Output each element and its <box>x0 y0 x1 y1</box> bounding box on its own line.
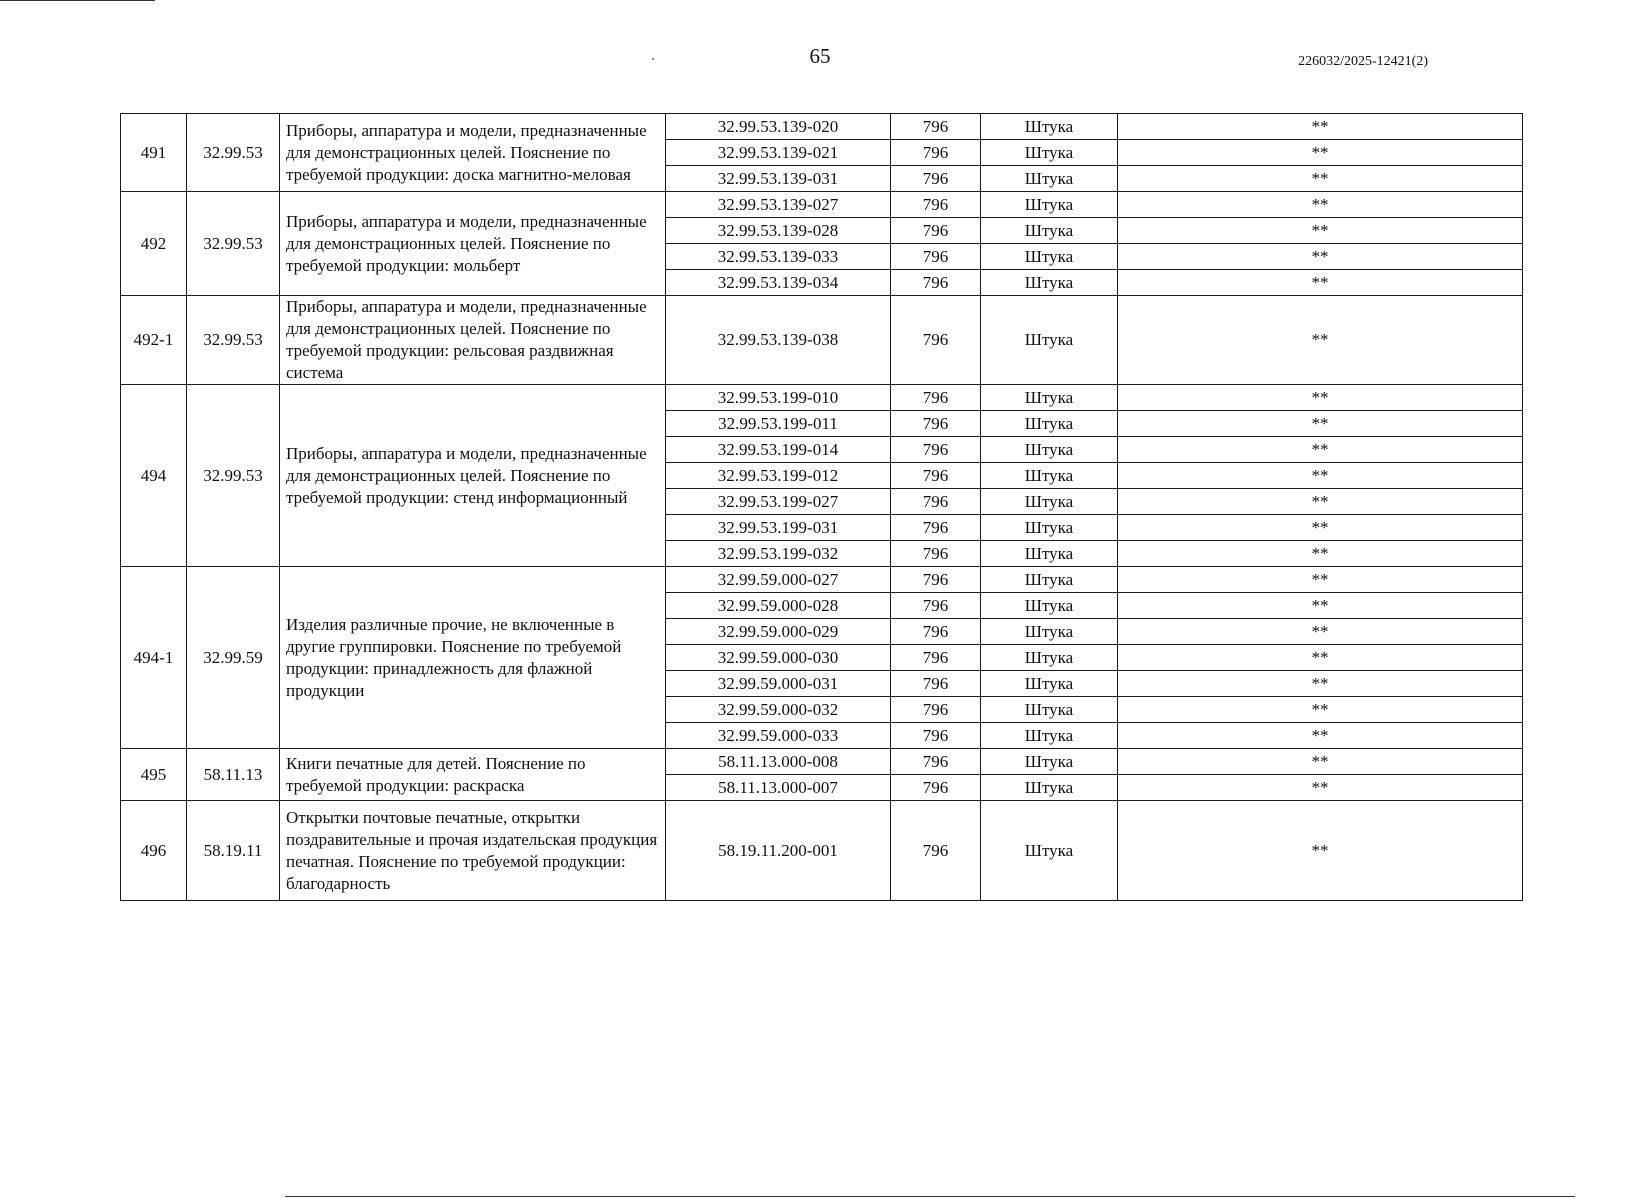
okei-code: 796 <box>891 140 981 166</box>
okei-code: 796 <box>891 166 981 192</box>
ktru-code: 32.99.59.000-033 <box>666 723 891 749</box>
unit-name: Штука <box>981 619 1118 645</box>
ktru-code: 32.99.53.139-021 <box>666 140 891 166</box>
note-cell: ** <box>1118 296 1523 385</box>
okei-code: 796 <box>891 723 981 749</box>
ktru-code: 32.99.59.000-028 <box>666 593 891 619</box>
note-cell: ** <box>1118 218 1523 244</box>
product-description: Открытки почтовые печатные, открытки поздравительные и прочая издательская продукция печатная. Пояснение по требуемой продукции: благодарность <box>280 801 666 901</box>
ktru-code: 32.99.59.000-030 <box>666 645 891 671</box>
okei-code: 796 <box>891 593 981 619</box>
note-cell: ** <box>1118 114 1523 140</box>
unit-name: Штука <box>981 515 1118 541</box>
note-cell: ** <box>1118 801 1523 901</box>
note-cell: ** <box>1118 140 1523 166</box>
unit-name: Штука <box>981 723 1118 749</box>
ktru-code: 32.99.53.139-027 <box>666 192 891 218</box>
okei-code: 796 <box>891 296 981 385</box>
note-cell: ** <box>1118 749 1523 775</box>
ktru-code: 32.99.59.000-027 <box>666 567 891 593</box>
page-number: 65 <box>809 44 831 68</box>
unit-name: Штука <box>981 671 1118 697</box>
okpd-code: 32.99.53 <box>187 296 280 385</box>
okei-code: 796 <box>891 270 981 296</box>
ktru-code: 32.99.53.199-011 <box>666 411 891 437</box>
row-number: 496 <box>121 801 187 901</box>
note-cell: ** <box>1118 671 1523 697</box>
table-row <box>121 567 1523 593</box>
okei-code: 796 <box>891 114 981 140</box>
okei-code: 796 <box>891 801 981 901</box>
product-description: Книги печатные для детей. Пояснение по требуемой продукции: раскраска <box>280 749 666 801</box>
ktru-code: 32.99.53.139-020 <box>666 114 891 140</box>
note-cell: ** <box>1118 385 1523 411</box>
unit-name: Штука <box>981 749 1118 775</box>
ktru-code: 32.99.59.000-029 <box>666 619 891 645</box>
unit-name: Штука <box>981 385 1118 411</box>
table-row <box>121 192 1523 218</box>
ktru-code: 32.99.59.000-031 <box>666 671 891 697</box>
okei-code: 796 <box>891 437 981 463</box>
okpd-code: 58.11.13 <box>187 749 280 801</box>
unit-name: Штука <box>981 697 1118 723</box>
product-description: Изделия различные прочие, не включенные в другие группировки. Пояснение по требуемой продукции: принадлежность для флажной продукции <box>280 567 666 749</box>
okei-code: 796 <box>891 749 981 775</box>
okei-code: 796 <box>891 411 981 437</box>
row-number: 495 <box>121 749 187 801</box>
unit-name: Штука <box>981 411 1118 437</box>
unit-name: Штука <box>981 541 1118 567</box>
document-number: 226032/2025-12421(2) <box>1298 54 1428 69</box>
unit-name: Штука <box>981 270 1118 296</box>
ktru-code: 32.99.53.139-034 <box>666 270 891 296</box>
ktru-code: 32.99.53.139-028 <box>666 218 891 244</box>
row-number: 494 <box>121 385 187 567</box>
okei-code: 796 <box>891 619 981 645</box>
ktru-code: 32.99.53.139-038 <box>666 296 891 385</box>
row-number: 491 <box>121 114 187 192</box>
okei-code: 796 <box>891 775 981 801</box>
note-cell: ** <box>1118 515 1523 541</box>
table-row <box>121 114 1523 140</box>
unit-name: Штука <box>981 114 1118 140</box>
note-cell: ** <box>1118 697 1523 723</box>
ktru-code: 32.99.53.199-032 <box>666 541 891 567</box>
okpd-code: 32.99.53 <box>187 385 280 567</box>
unit-name: Штука <box>981 775 1118 801</box>
ktru-code: 58.19.11.200-001 <box>666 801 891 901</box>
okei-code: 796 <box>891 385 981 411</box>
note-cell: ** <box>1118 775 1523 801</box>
unit-name: Штука <box>981 437 1118 463</box>
note-cell: ** <box>1118 593 1523 619</box>
corner-mark <box>0 0 155 1</box>
note-cell: ** <box>1118 437 1523 463</box>
ktru-code: 32.99.53.199-027 <box>666 489 891 515</box>
unit-name: Штука <box>981 801 1118 901</box>
okei-code: 796 <box>891 192 981 218</box>
unit-name: Штука <box>981 567 1118 593</box>
note-cell: ** <box>1118 463 1523 489</box>
table-row <box>121 749 1523 775</box>
product-description: Приборы, аппаратура и модели, предназначенные для демонстрационных целей. Пояснение по требуемой продукции: мольберт <box>280 192 666 296</box>
note-cell: ** <box>1118 270 1523 296</box>
okpd-code: 32.99.59 <box>187 567 280 749</box>
okei-code: 796 <box>891 489 981 515</box>
okei-code: 796 <box>891 697 981 723</box>
ktru-code: 32.99.53.139-031 <box>666 166 891 192</box>
table-row <box>121 296 1523 385</box>
product-description: Приборы, аппаратура и модели, предназначенные для демонстрационных целей. Пояснение по требуемой продукции: рельсовая раздвижная система <box>280 296 666 385</box>
ktru-code: 32.99.53.199-010 <box>666 385 891 411</box>
note-cell: ** <box>1118 244 1523 270</box>
okei-code: 796 <box>891 244 981 270</box>
table-row <box>121 801 1523 901</box>
ktru-code: 58.11.13.000-008 <box>666 749 891 775</box>
okei-code: 796 <box>891 463 981 489</box>
unit-name: Штука <box>981 140 1118 166</box>
row-number: 492 <box>121 192 187 296</box>
okei-code: 796 <box>891 567 981 593</box>
okei-code: 796 <box>891 671 981 697</box>
note-cell: ** <box>1118 567 1523 593</box>
okei-code: 796 <box>891 515 981 541</box>
products-table <box>120 113 1523 901</box>
note-cell: ** <box>1118 489 1523 515</box>
row-number: 494-1 <box>121 567 187 749</box>
bottom-rule <box>285 1196 1575 1197</box>
okpd-code: 58.19.11 <box>187 801 280 901</box>
ktru-code: 32.99.53.199-031 <box>666 515 891 541</box>
note-cell: ** <box>1118 645 1523 671</box>
ktru-code: 32.99.53.199-014 <box>666 437 891 463</box>
table-row <box>121 385 1523 411</box>
ktru-code: 58.11.13.000-007 <box>666 775 891 801</box>
product-description: Приборы, аппаратура и модели, предназначенные для демонстрационных целей. Пояснение по требуемой продукции: стенд информационный <box>280 385 666 567</box>
row-number: 492-1 <box>121 296 187 385</box>
okei-code: 796 <box>891 218 981 244</box>
note-cell: ** <box>1118 619 1523 645</box>
unit-name: Штука <box>981 296 1118 385</box>
note-cell: ** <box>1118 411 1523 437</box>
okpd-code: 32.99.53 <box>187 192 280 296</box>
ktru-code: 32.99.59.000-032 <box>666 697 891 723</box>
unit-name: Штука <box>981 593 1118 619</box>
ktru-code: 32.99.53.199-012 <box>666 463 891 489</box>
unit-name: Штука <box>981 244 1118 270</box>
unit-name: Штука <box>981 192 1118 218</box>
okei-code: 796 <box>891 541 981 567</box>
unit-name: Штука <box>981 463 1118 489</box>
note-cell: ** <box>1118 541 1523 567</box>
unit-name: Штука <box>981 218 1118 244</box>
note-cell: ** <box>1118 192 1523 218</box>
scan-dot <box>652 58 654 60</box>
unit-name: Штука <box>981 645 1118 671</box>
unit-name: Штука <box>981 489 1118 515</box>
unit-name: Штука <box>981 166 1118 192</box>
product-description: Приборы, аппаратура и модели, предназначенные для демонстрационных целей. Пояснение по требуемой продукции: доска магнитно-меловая <box>280 114 666 192</box>
ktru-code: 32.99.53.139-033 <box>666 244 891 270</box>
note-cell: ** <box>1118 166 1523 192</box>
note-cell: ** <box>1118 723 1523 749</box>
okpd-code: 32.99.53 <box>187 114 280 192</box>
okei-code: 796 <box>891 645 981 671</box>
